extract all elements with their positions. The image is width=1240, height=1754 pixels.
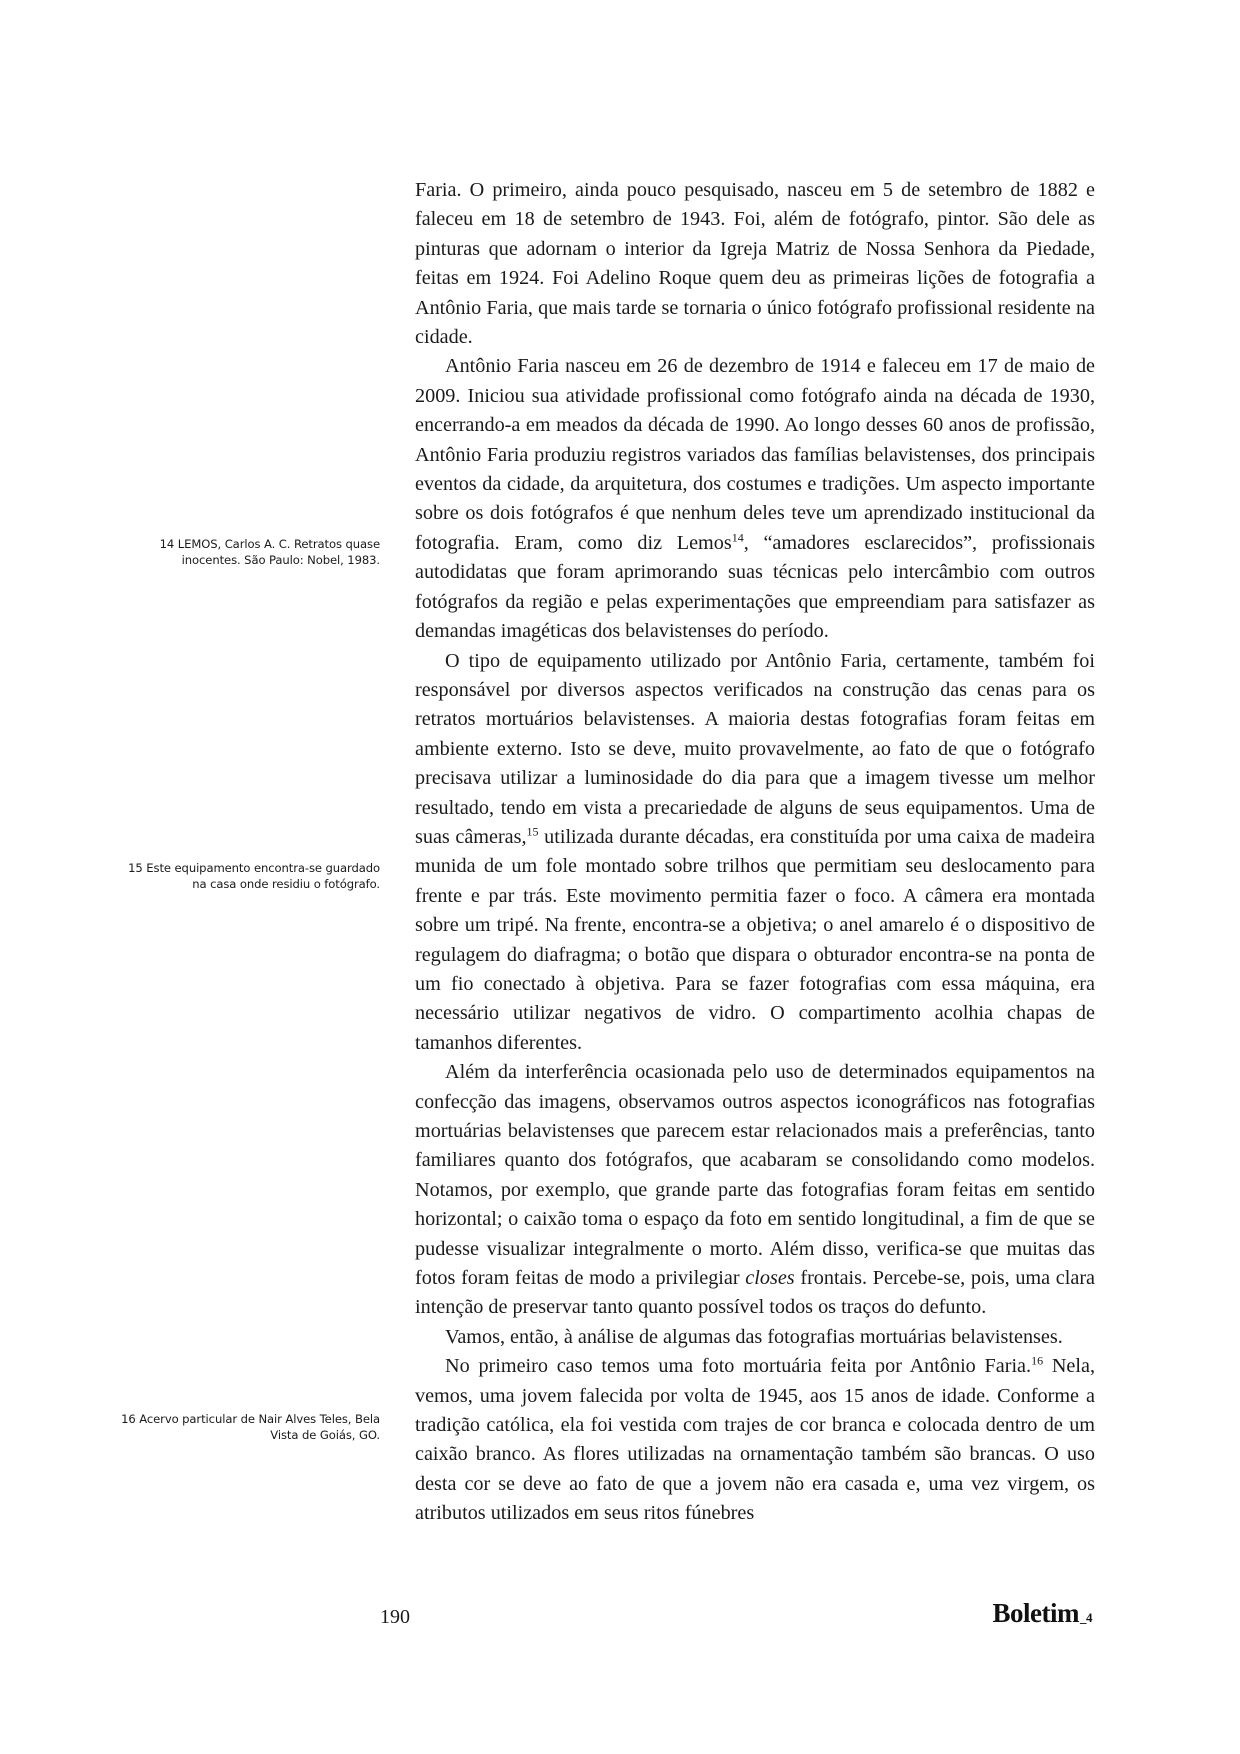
footnote-14: [80, 536, 380, 568]
text-run: frontais. Percebe-se, pois, uma clara intenção de preservar tanto quanto possível todos os traços do defunto.: [415, 1267, 1096, 1319]
paragraph: [415, 647, 1095, 1059]
footnote-15: [80, 860, 380, 892]
footnote-16-line-2: Vista de Goiás, GO.: [270, 1428, 380, 1442]
text-run: No primeiro caso temos uma foto mortuária feita por Antônio Faria.: [445, 1355, 1032, 1378]
paragraph: [415, 1058, 1095, 1323]
footnote-marker: 15: [526, 824, 539, 839]
text-run: , “amadores esclarecidos”, profissionais autodidatas que foram aprimorando suas técnicas pelo intercâmbio com outros fotógrafos da região e pelas experimentações que empreendiam para satisfazer as demandas imagéticas dos belavistenses do período.: [415, 531, 1095, 643]
footnote-marker: 14: [731, 530, 744, 545]
footnote-15-line-1: 15 Este equipamento encontra-se guardado: [128, 861, 380, 875]
journal-name: Boletim: [992, 1598, 1079, 1628]
text-run: Antônio Faria nasceu em 26 de dezembro de 1914 e faleceu em 17 de maio de 2009. Iniciou sua atividade profissional como fotógrafo ainda na década de 1930, encerrando-a em meados da década de 1990. Ao longo desses 60 anos de profissão, Antônio Faria produziu registros variados das famílias belavistenses, dos principais eventos da cidade, da arquitetura, dos costumes e tradições. Um aspecto importante sobre os dois fotógrafos é que nenhum deles teve um aprendizado institucional da fotografia. Eram, como diz Lemos: [415, 355, 1095, 554]
footnote-16: [80, 1411, 380, 1443]
paragraph: [415, 176, 1095, 352]
footnote-14-line-1: 14 LEMOS, Carlos A. C. Retratos quase: [159, 537, 380, 551]
footnote-marker: 16: [1031, 1353, 1044, 1368]
footnote-16-line-1: 16 Acervo particular de Nair Alves Teles, Bela: [121, 1412, 380, 1426]
emphasis-text: closes: [745, 1267, 795, 1290]
paragraph: [415, 1323, 1095, 1352]
text-run: Vamos, então, à análise de algumas das fotografias mortuárias belavistenses.: [445, 1325, 1063, 1348]
footnote-15-line-2: na casa onde residiu o fotógrafo.: [192, 877, 380, 891]
journal-issue: _4: [1080, 1610, 1092, 1625]
text-run: O tipo de equipamento utilizado por Antônio Faria, certamente, também foi responsável por diversos aspectos verificados na construção das cenas para os retratos mortuários belavistenses. A maioria destas fotografias foram feitas em ambiente externo. Isto se deve, muito provavelmente, ao fato de que o fotógrafo precisava utilizar a luminosidade do dia para que a imagem tivesse um melhor resultado, tendo em vista a precariedade de alguns de seus equipamentos. Uma de suas câmeras,: [415, 649, 1095, 848]
text-run: utilizada durante décadas, era constituída por uma caixa de madeira munida de um fole montado sobre trilhos que permitiam seu deslocamento para frente e par trás. Este movimento permitia fazer o foco. A câmera era montada sobre um tripé. Na frente, encontra-se a objetiva; o anel amarelo é o dispositivo de regulagem do diafragma; o botão que dispara o obturador encontra-se na ponta de um fio conectado à objetiva. Para se fazer fotografias com essa máquina, era necessário utilizar negativos de vidro. O compartimento acolhia chapas de tamanhos diferentes.: [415, 825, 1095, 1054]
page-number: 190: [380, 1606, 410, 1628]
paragraph: [415, 1352, 1095, 1528]
paragraph: [415, 352, 1095, 646]
text-run: Nela, vemos, uma jovem falecida por volta de 1945, aos 15 anos de idade. Conforme a tradição católica, ela foi vestida com trajes de cor branca e colocada dentro de um caixão branco. As flores utilizadas na ornamentação também são brancas. O uso desta cor se deve ao fato de que a jovem não era casada e, uma vez virgem, os atributos utilizados em seus ritos fúnebres: [415, 1355, 1096, 1525]
text-run: Além da interferência ocasionada pelo uso de determinados equipamentos na confecção das imagens, observamos outros aspectos iconográficos nas fotografias mortuárias belavistenses que parecem estar relacionados mais a preferências, tanto familiares quanto dos fotógrafos, que acabaram se consolidando como modelos. Notamos, por exemplo, que grande parte das fotografias foram feitas em sentido horizontal; o caixão toma o espaço da foto em sentido longitudinal, a fim de que se pudesse visualizar integralmente o morto. Além disso, verifica-se que muitas das fotos foram feitas de modo a privilegiar: [415, 1061, 1095, 1290]
journal-logo: [993, 1598, 1092, 1629]
text-run: Faria. O primeiro, ainda pouco pesquisado, nasceu em 5 de setembro de 1882 e faleceu em 18 de setembro de 1943. Foi, além de fotógrafo, pintor. São dele as pinturas que adornam o interior da Igreja Matriz de Nossa Senhora da Piedade, feitas em 1924. Foi Adelino Roque quem deu as primeiras lições de fotografia a Antônio Faria, que mais tarde se tornaria o único fotógrafo profissional residente na cidade.: [415, 179, 1095, 349]
body-text: [415, 176, 1095, 1529]
footnote-14-line-2: inocentes. São Paulo: Nobel, 1983.: [181, 553, 380, 567]
